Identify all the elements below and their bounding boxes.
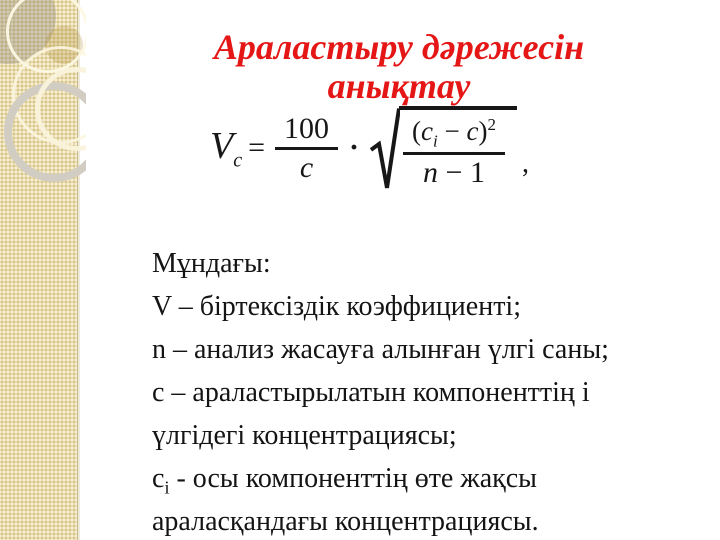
equals-sign: = xyxy=(248,131,266,165)
slide-title-line1: Араластыру дәрежесін xyxy=(213,27,585,67)
body-text-line: $с_i$ - осы компоненттің өте жақсы xyxy=(152,463,537,498)
square-root xyxy=(370,106,517,190)
body-text-line: с – араластырылатын компоненттің і xyxy=(152,377,590,408)
formula-trailing-comma: , xyxy=(521,148,529,180)
body-text-line: араласқандағы концентрациясы. xyxy=(152,506,539,537)
radicand-numerator: $(c_i - c)^2$ xyxy=(403,116,505,155)
body-text-line: Мұндағы: xyxy=(152,248,271,279)
sidebar-decoration xyxy=(0,0,86,540)
body-text-line: V – біртексіздік коэффициенті; xyxy=(152,291,521,322)
fraction-100-over-c: $\frac{100}{c}$ xyxy=(275,114,338,183)
radical-icon xyxy=(370,106,400,190)
radicand-denominator: n − 1 xyxy=(423,156,485,190)
slide-title-line2: анықтау xyxy=(327,66,471,106)
multiplication-dot: · xyxy=(349,131,360,165)
mixing-degree-formula xyxy=(210,106,529,190)
body-text-line: үлгідегі концентрациясы; xyxy=(152,420,457,451)
formula-lhs: $V_c$ xyxy=(210,124,243,172)
fraction-under-root xyxy=(403,116,505,188)
slide-title xyxy=(78,28,720,106)
body-text-block xyxy=(152,247,672,540)
radicand xyxy=(399,106,517,190)
body-text-line: n – анализ жасауға алынған үлгі саны; xyxy=(152,334,609,365)
